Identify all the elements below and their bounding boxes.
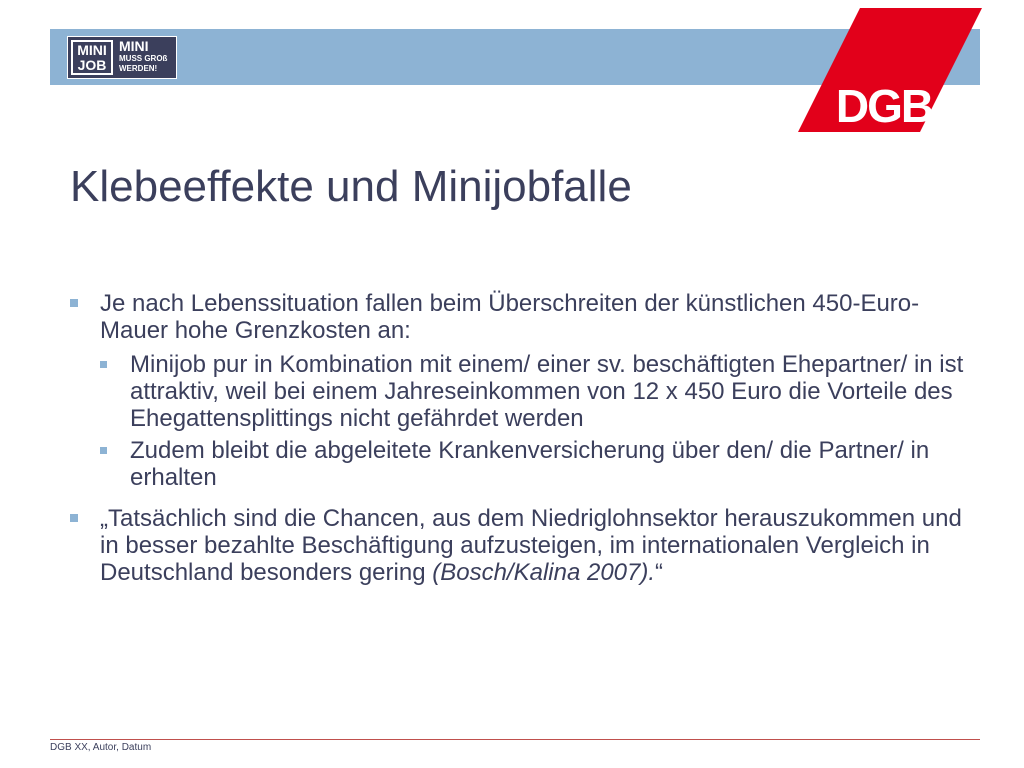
bullet-text: Je nach Lebenssituation fallen beim Überschreiten der künstlichen 450-Euro-Mauer hohe Grenzkosten an: [100, 290, 920, 344]
quote-text: „Tatsächlich sind die Chancen, aus dem Niedriglohnsektor herauszukommen und in besser bezahlte Beschäftigung aufzusteigen, im internationalen Vergleich in Deutschland besonders gering [100, 505, 962, 586]
slogan-line-3: WERDEN! [119, 64, 158, 73]
sub-bullet-text: Zudem bleibt die abgeleitete Krankenversicherung über den/ die Partner/ in erhalten [130, 437, 930, 491]
slogan-line-1: MINI [119, 38, 149, 54]
bullet-grenzkosten [70, 290, 970, 344]
bullet-quote [70, 505, 970, 586]
sub-bullet-krankenversicherung [100, 437, 970, 491]
bullet-marker [70, 299, 78, 307]
footer-divider [50, 739, 980, 740]
slide-title: Klebeeffekte und Minijobfalle [70, 162, 632, 211]
mini-job-logo [67, 36, 177, 79]
slogan-line-2: MUSS GROß [119, 54, 168, 63]
bullet-marker [70, 514, 78, 522]
quote-citation: (Bosch/Kalina 2007). [432, 559, 656, 586]
sub-bullet-ehepartner [100, 351, 970, 432]
sub-bullet-marker [100, 447, 107, 454]
logo-word-mini: MINI [77, 42, 107, 58]
footer-text: DGB XX, Autor, Datum [50, 742, 152, 753]
mini-job-slogan [119, 39, 167, 74]
dgb-logo [798, 8, 982, 132]
dgb-logo-text: DGB [835, 80, 933, 132]
quote-close: “ [655, 559, 664, 586]
sub-bullet-marker [100, 361, 107, 368]
logo-word-job: JOB [77, 57, 107, 73]
sub-bullet-text: Minijob pur in Kombination mit einem/ einer sv. beschäftigten Ehepartner/ in ist attraktiv, weil bei einem Jahreseinkommen von 12 x 450 Euro die Vorteile des Ehegattensplittings nicht gefährdet werden [130, 351, 964, 432]
slide-body [70, 290, 970, 593]
mini-job-logo-box [71, 40, 113, 75]
